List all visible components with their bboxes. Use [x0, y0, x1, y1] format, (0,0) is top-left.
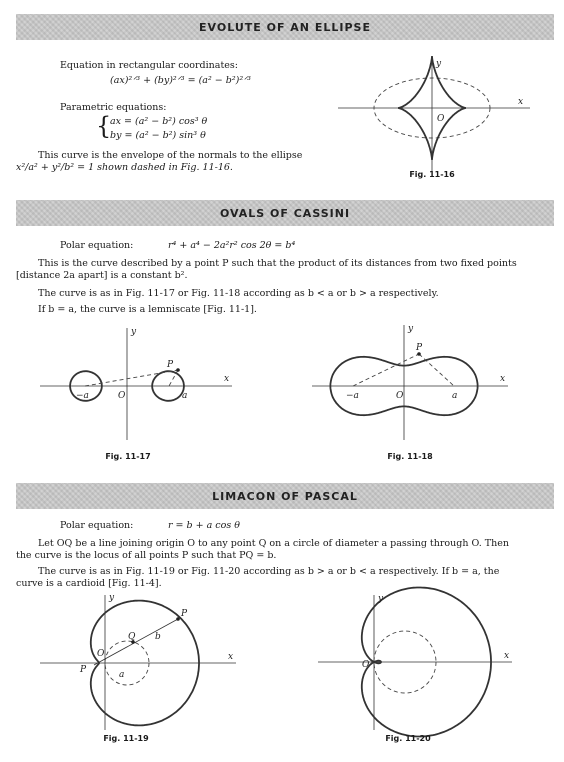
- origin-label: O: [97, 649, 105, 659]
- y-label: y: [436, 59, 442, 69]
- a-label: a: [182, 391, 188, 401]
- rect-equation: (ax)²ᐟ³ + (by)²ᐟ³ = (a² − b²)²ᐟ³: [110, 75, 251, 86]
- figure-caption: Fig. 11-18: [387, 452, 433, 461]
- limacon-description-1: Let OQ be a line joining origin O to any point Q on a circle of diameter a passing through O. Then: [38, 538, 509, 549]
- line-op: [94, 619, 178, 665]
- origin-label: O: [396, 391, 404, 401]
- rect-equation-label: Equation in rectangular coordinates:: [60, 60, 238, 71]
- evolute-description-1: This curve is the envelope of the normals to the ellipse: [38, 150, 303, 161]
- y-label: y: [408, 324, 414, 334]
- param-equation-label: Parametric equations:: [60, 102, 167, 113]
- figure-caption: Fig. 11-16: [409, 170, 455, 179]
- p-label: P: [167, 360, 174, 370]
- figure-caption: Fig. 11-17: [105, 452, 151, 461]
- figure-caption: Fig. 11-19: [103, 734, 149, 743]
- param-equation-1: ax = (a² − b²) cos³ θ: [110, 116, 208, 127]
- neg-a-label: −a: [346, 391, 359, 401]
- polar-equation-label: Polar equation:: [60, 520, 134, 531]
- p-label: P: [181, 609, 188, 619]
- figure-caption: Fig. 11-20: [385, 734, 431, 743]
- point-p: [176, 368, 180, 372]
- origin-label: O: [118, 391, 126, 401]
- evolute-description-2: x²/a² + y²/b² = 1 shown dashed in Fig. 11-16.: [16, 162, 233, 173]
- param-equation-2: by = (a² − b²) sin³ θ: [110, 130, 206, 141]
- y-label: y: [131, 327, 137, 337]
- p-label-left: P: [80, 665, 87, 675]
- polar-equation-label: Polar equation:: [60, 240, 134, 251]
- x-label: x: [504, 651, 510, 661]
- limacon-description-3: The curve is as in Fig. 11-19 or Fig. 11-20 according as b > a or b < a respectively. If b = a, the: [38, 566, 500, 577]
- p-label: P: [416, 343, 423, 353]
- x-label: x: [224, 374, 230, 384]
- limacon-description-4: curve is a cardioid [Fig. 11-4].: [16, 578, 162, 589]
- cassini-description-4: If b = a, the curve is a lemniscate [Fig. 11-1].: [38, 304, 257, 315]
- section-banner-cassini: [16, 200, 554, 226]
- limacon-description-2: the curve is the locus of all points P such that PQ = b.: [16, 550, 277, 561]
- cassini-description-3: The curve is as in Fig. 11-17 or Fig. 11-18 according as b < a or b > a respectively.: [38, 288, 439, 299]
- brace-symbol: {: [96, 112, 112, 140]
- section-title: EVOLUTE OF AN ELLIPSE: [199, 20, 371, 34]
- neg-a-label: −a: [76, 391, 89, 401]
- cassini-description-2: [distance 2a apart] is a constant b².: [16, 270, 188, 281]
- a-label: a: [452, 391, 458, 401]
- b-label: b: [155, 632, 161, 642]
- q-label: Q: [128, 632, 136, 642]
- distance-line-right: [419, 354, 454, 386]
- x-label: x: [500, 374, 506, 384]
- x-label: x: [518, 97, 524, 107]
- distance-line-left: [353, 354, 419, 386]
- section-title: OVALS OF CASSINI: [219, 206, 351, 220]
- origin-label: O: [437, 114, 445, 124]
- section-title: LIMACON OF PASCAL: [212, 489, 358, 503]
- cassini-description-1: This is the curve described by a point P such that the product of its distances from two fixed points: [38, 258, 517, 269]
- point-p: [176, 617, 180, 621]
- section-banner-limacon: [16, 483, 554, 509]
- origin-label: O: [362, 660, 370, 670]
- y-label: y: [109, 593, 115, 603]
- y-label: y: [378, 594, 384, 604]
- polar-equation: r = b + a cos θ: [168, 520, 240, 531]
- x-label: x: [228, 652, 234, 662]
- polar-equation: r⁴ + a⁴ − 2a²r² cos 2θ = b⁴: [168, 240, 296, 251]
- a-label: a: [119, 670, 125, 680]
